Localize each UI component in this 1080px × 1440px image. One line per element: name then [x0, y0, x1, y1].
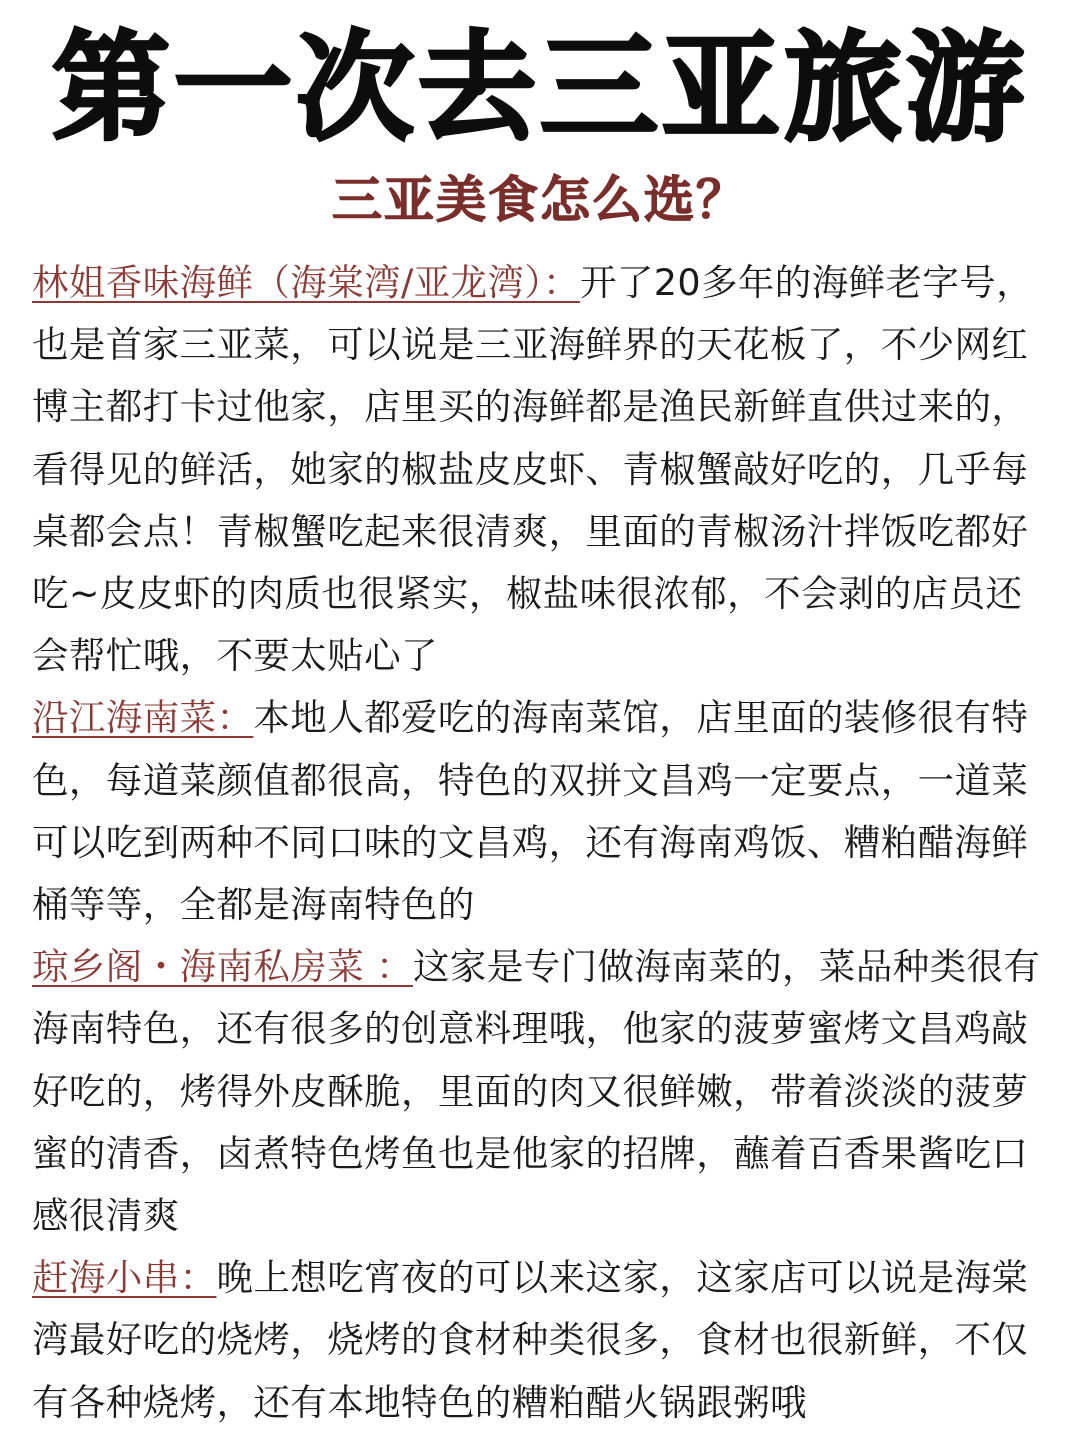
page-subtitle: 三亚美食怎么选？ [332, 171, 748, 229]
restaurant-description: 本地人都爱吃的海南菜馆，店里面的装修很有特色，每道菜颜值都很高，特色的双拼文昌鸡一定要点，一道菜可以吃到两种不同口味的文昌鸡，还有海南鸡饭、糟粕醋海鲜桶等等，全都是海南特色的 [32, 696, 1029, 927]
restaurant-entry-linjie [32, 252, 1047, 687]
restaurant-entry-yanjiang [32, 687, 1047, 936]
restaurant-entry-qiongxiangge [32, 936, 1047, 1247]
page-title: 第一次去三亚旅游 [51, 19, 1028, 157]
article-body [32, 252, 1047, 1434]
restaurant-description: 这家是专门做海南菜的，菜品种类很有海南特色，还有很多的创意料理哦，他家的菠萝蜜烤文昌鸡敲好吃的，烤得外皮酥脆，里面的肉又很鲜嫩，带着淡淡的菠萝蜜的清香，卤煮特色烤鱼也是他家的招牌，蘸着百香果酱吃口感很清爽 [32, 945, 1041, 1238]
restaurant-entry-ganhai [32, 1247, 1047, 1434]
restaurant-name: 琼乡阁・海南私房菜 ： [32, 945, 414, 989]
restaurant-description: 晚上想吃宵夜的可以来这家，这家店可以说是海棠湾最好吃的烧烤，烧烤的食材种类很多，食材也很新鲜，不仅有各种烧烤，还有本地特色的糟粕醋火锅跟粥哦 [32, 1256, 1029, 1424]
restaurant-name: 沿江海南菜： [32, 696, 254, 740]
restaurant-name: 赶海小串： [32, 1256, 217, 1300]
restaurant-description: 开了20多年的海鲜老字号，也是首家三亚菜，可以说是三亚海鲜界的天花板了，不少网红博主都打卡过他家，店里买的海鲜都是渔民新鲜直供过来的，看得见的鲜活，她家的椒盐皮皮虾、青椒蟹敲好吃的，几乎每桌都会点！青椒蟹吃起来很清爽，里面的青椒汤汁拌饭吃都好吃~皮皮虾的肉质也很紧实，椒盐味很浓郁，不会剥的店员还会帮忙哦，不要太贴心了 [32, 261, 1034, 678]
restaurant-name: 林姐香味海鲜（海棠湾/亚龙湾）： [32, 261, 580, 304]
